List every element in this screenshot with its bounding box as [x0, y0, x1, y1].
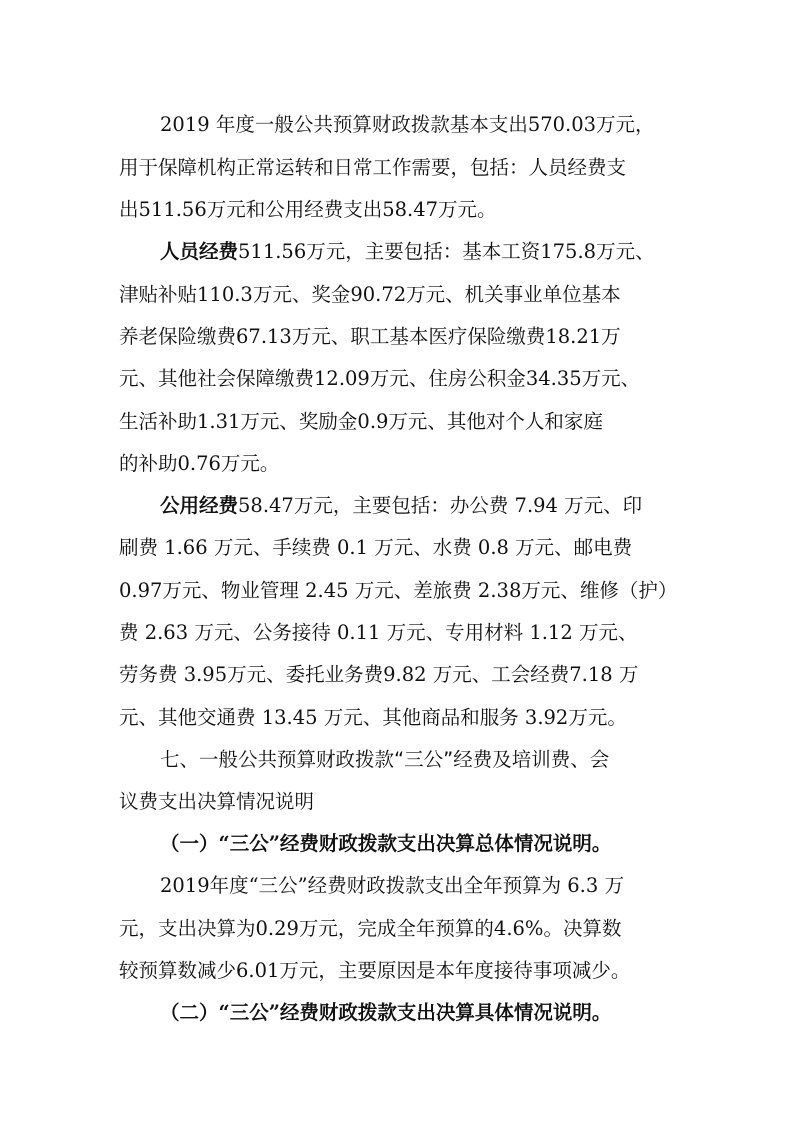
text-line: 元、其他交通费 13.45 万元、其他商品和服务 3.92万元。 — [119, 706, 627, 729]
public-cost-text: 58.47万元，主要包括：办公费 7.94 万元、印 — [238, 494, 643, 517]
text-line: 的补助0.76万元。 — [119, 452, 280, 475]
text-line: 生活补助1.31万元、奖励金0.9万元、其他对个人和家庭 — [119, 410, 603, 433]
text-line: 用于保障机构正常运转和日常工作需要，包括：人员经费支 — [119, 156, 627, 179]
personnel-cost-text: 511.56万元，主要包括：基本工资175.8万元、 — [238, 240, 655, 263]
subsection-heading: （一）“三公”经费财政拨款支出决算总体情况说明。 — [160, 832, 612, 855]
text-line: 劳务费 3.95万元、委托业务费9.82 万元、工会经费7.18 万 — [119, 663, 639, 686]
personnel-cost-line — [160, 239, 655, 265]
personnel-cost-label: 人员经费 — [160, 240, 239, 263]
text-line: 较预算数减少6.01万元，主要原因是本年度接待事项减少。 — [119, 959, 631, 982]
text-line: 刷费 1.66 万元、手续费 0.1 万元、水费 0.8 万元、邮电费 — [119, 536, 633, 559]
section-heading: 议费支出决算情况说明 — [119, 790, 315, 813]
text-line: 费 2.63 万元、公务接待 0.11 万元、专用材料 1.12 万元、 — [119, 621, 638, 644]
text-line: 养老保险缴费67.13万元、职工基本医疗保险缴费18.21万 — [119, 325, 621, 348]
text-line: 2019年度“三公”经费财政拨款支出全年预算为 6.3 万 — [160, 874, 624, 897]
subsection-heading: （二）“三公”经费财政拨款支出决算具体情况说明。 — [160, 1001, 612, 1024]
text-line: 津贴补贴110.3万元、奖金90.72万元、机关事业单位基本 — [119, 283, 621, 306]
text-line: 出511.56万元和公用经费支出58.47万元。 — [119, 198, 497, 221]
text-line: 0.97万元、物业管理 2.45 万元、差旅费 2.38万元、维修（护） — [119, 579, 678, 602]
text-line: 元、其他社会保障缴费12.09万元、住房公积金34.35万元、 — [119, 367, 641, 390]
text-line: 2019 年度一般公共预算财政拨款基本支出570.03万元， — [160, 113, 655, 136]
public-cost-label: 公用经费 — [160, 494, 239, 517]
public-cost-line — [160, 493, 642, 519]
section-heading: 七、一般公共预算财政拨款“三公”经费及培训费、会 — [160, 748, 610, 771]
text-line: 元，支出决算为0.29万元，完成全年预算的4.6%。决算数 — [119, 917, 622, 940]
